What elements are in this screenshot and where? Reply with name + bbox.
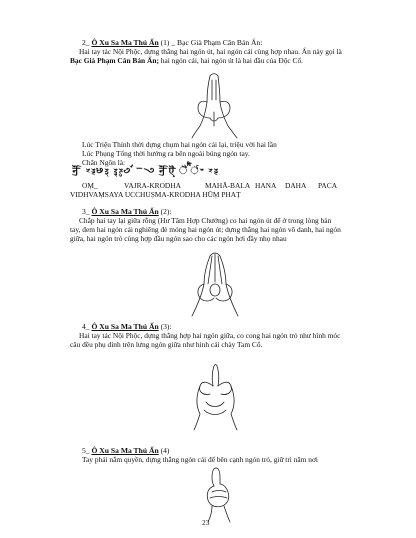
section-3-body: Chắp hai tay lại giữa rỗng (Hư Tâm Hợp Chưởng) co hai ngón út để ở trong lòng bàn tay, đem hai ngón cái nghiêng đè móng hai ngón út; dựng thẳng hai ngón vô danh, hai ngón giữa, hai ngón trỏ cùng hợp đầu ngón sao cho các ngón hơi đầy nhọ nhau bbox=[70, 216, 341, 243]
section-5-heading: 5_ Ô Xu Sa Ma Thủ Ấn (4) bbox=[82, 446, 170, 455]
siddham-script-line: ꣽ ꣳꣴ꣸ꣵ ꣶꣷ꣹꣺ ꣻ꣼ ꣽꣾ ꣿ꣰ ꣱ꣲ ꣳꣴ bbox=[72, 166, 219, 177]
section-4-body: Hai tay tác Nội Phộc, dựng thẳng hợp hai ngón giữa, co cong hai ngón trỏ như hình móc câu đều phụ dính trên lưng ngón giữa như hình cái chày Tam Cổ. bbox=[70, 331, 341, 349]
mantra-word-5: DAHA bbox=[285, 181, 307, 190]
mantra-word-2: VAJRA-KRODHA bbox=[124, 181, 181, 190]
mudra-figure-2 bbox=[186, 248, 244, 320]
mudra-figure-3 bbox=[186, 362, 244, 432]
section-5-body: Tay phải nắm quyền, dựng thẳng ngón cái để bên cạnh ngón trỏ, giữ trì năm nơi bbox=[82, 455, 318, 464]
mudra-figure-4 bbox=[200, 464, 238, 524]
mantra-word-6: PACA bbox=[318, 181, 338, 190]
page-number: 23 bbox=[202, 518, 210, 527]
section-4-heading: 4_ Ô Xu Sa Ma Thủ Ấn (3): bbox=[82, 322, 172, 331]
mantra-word-4: HANA bbox=[255, 181, 277, 190]
section-2-note-1: Lúc Triệu Thỉnh thời dựng chụm hai ngón cái lại, triệu vời hai lần bbox=[82, 140, 277, 149]
section-2-body: Hai tay tác Nội Phộc, dựng thẳng hai ngón út, hai ngón cái cùng hợp nhau. Ấn này gọi là Bạc Già Phạm Căn Bản Ấn; hai ngón cái, hai ngón út là hai đầu của Độc Cổ. bbox=[70, 47, 342, 65]
section-2-heading: 2_ Ô Xu Sa Ma Thủ Ấn (1) _ Bạc Già Phạm Căn Bản Ấn: bbox=[82, 38, 263, 47]
mantra-word-1: OṂ_ bbox=[82, 181, 98, 190]
mantra-word-3: MAHĀ-BALA bbox=[205, 181, 251, 190]
section-2-note-3: Chân Ngôn là: bbox=[82, 158, 126, 167]
section-2-note-2: Lúc Phụng Tống thời hướng ra bên ngoài búng ngón tay. bbox=[82, 149, 250, 158]
mantra-line-2: VIDHVAṂSAYA UCCHUṢMA-KRODHA HŪṂ PHAṬ bbox=[70, 190, 241, 199]
section-3-heading: 3_ Ô Xu Sa Ma Thủ Ấn (2): bbox=[82, 207, 172, 216]
mudra-figure-1 bbox=[188, 70, 240, 140]
